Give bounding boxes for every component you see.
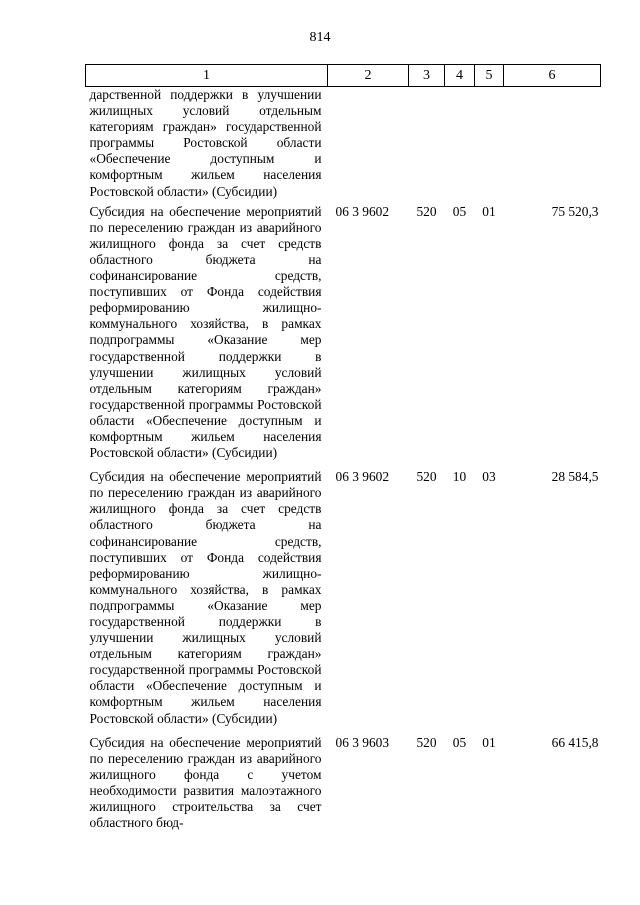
row-target-article: 06 3 9602	[335, 203, 390, 219]
budget-table	[85, 64, 601, 835]
header-col-1: 1	[86, 65, 328, 87]
row-subsection: 03	[482, 469, 496, 485]
table-row-continuation	[86, 87, 601, 200]
header-col-5: 5	[475, 65, 504, 87]
table-header	[86, 65, 601, 87]
header-col-6: 6	[504, 65, 601, 87]
row-description: Субсидия на обеспечение мероприятий по переселению граждан из аварийного жилищного фонда за счет средств областного бюджета на софинансирование средств, поступивших от Фонда содействия реформированию жилищно-коммунального хозяйства, в рамках подпрограммы «Оказание мер государственной поддержки в улучшении жилищных условий отдельным категориям граждан» государственной программы Ростовской области «Обеспечение доступным и комфортным жильем населения Ростовской области» (Субсидии)	[89, 469, 322, 726]
row-target-article: 06 3 9603	[335, 734, 390, 750]
header-col-4: 4	[445, 65, 475, 87]
row-amount: 75 520,3	[551, 203, 599, 219]
page-number: 814	[309, 30, 331, 45]
row-subsection: 01	[482, 734, 496, 750]
row-section: 05	[452, 203, 467, 219]
header-col-2: 2	[328, 65, 409, 87]
row-section: 10	[452, 469, 467, 485]
row-description: дарственной поддержки в улучшении жилищных условий отдельным категориям граждан» государственной программы Ростовской области «Обеспечение доступным и комфортным жильем населения Ростовской области» (Субсидии)	[89, 87, 322, 199]
row-expense-type: 520	[416, 734, 437, 750]
row-section: 05	[452, 734, 467, 750]
row-amount: 28 584,5	[551, 469, 599, 485]
row-target-article: 06 3 9602	[335, 469, 390, 485]
table-row	[86, 731, 601, 836]
row-subsection: 01	[482, 203, 496, 219]
row-expense-type: 520	[416, 469, 437, 485]
row-description: Субсидия на обеспечение мероприятий по переселению граждан из аварийного жилищного фонда с учетом необходимости развития малоэтажного жилищного строительства за счет областного бюд-	[89, 734, 322, 831]
row-expense-type: 520	[416, 203, 437, 219]
row-amount: 66 415,8	[551, 734, 599, 750]
row-description: Субсидия на обеспечение мероприятий по переселению граждан из аварийного жилищного фонда за счет средств областного бюджета на софинансирование средств, поступивших от Фонда содействия реформированию жилищно-коммунального хозяйства, в рамках подпрограммы «Оказание мер государственной поддержки в улучшении жилищных условий отдельным категориям граждан» государственной программы Ростовской области «Обеспечение доступным и комфортным жильем населения Ростовской области» (Субсидии)	[89, 203, 322, 461]
table-row	[86, 200, 601, 466]
header-col-3: 3	[409, 65, 445, 87]
table-row	[86, 465, 601, 731]
